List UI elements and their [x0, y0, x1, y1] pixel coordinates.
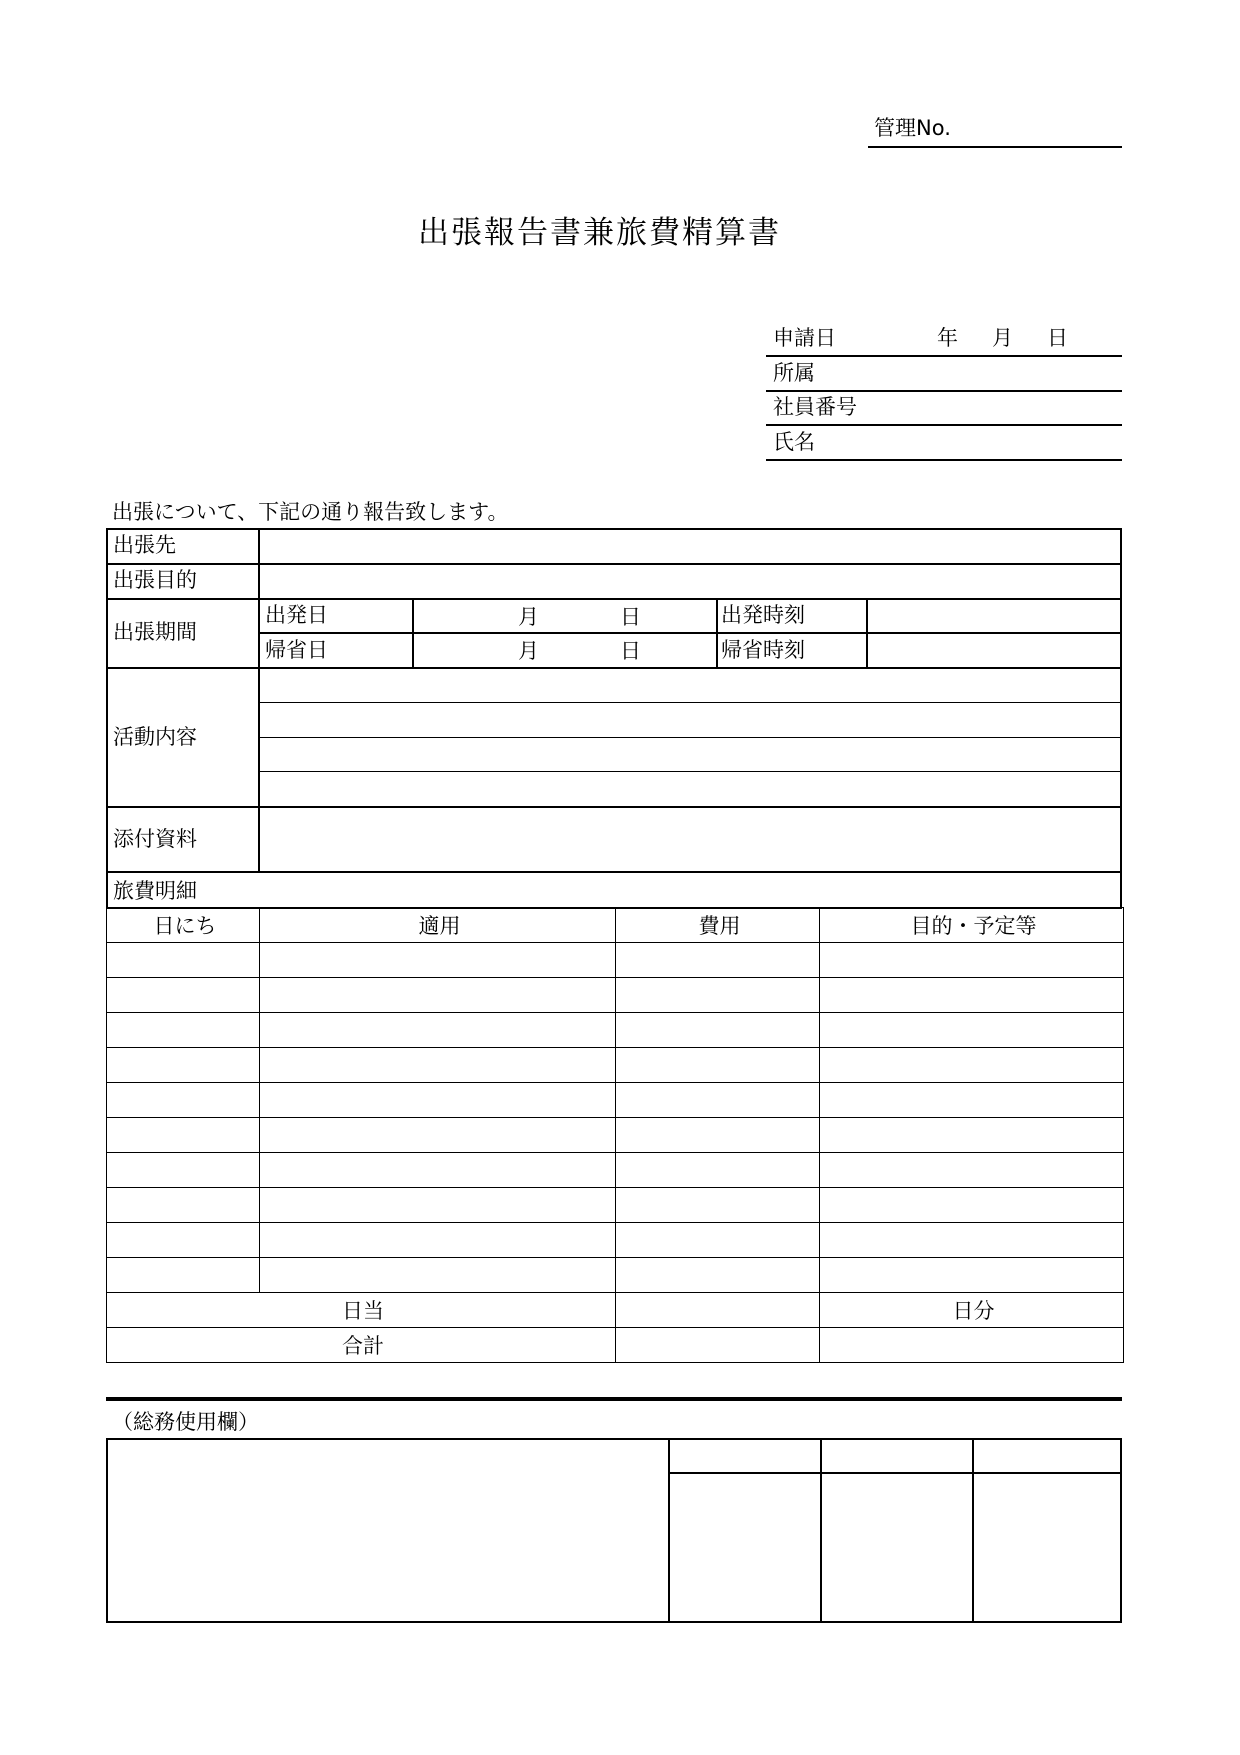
cost-cell[interactable] — [616, 1188, 820, 1223]
description-cell[interactable] — [260, 1188, 616, 1223]
purpose-cell[interactable] — [820, 978, 1124, 1013]
return-day-label: 日 — [620, 639, 641, 663]
management-number-label: 管理No. — [874, 116, 951, 140]
departure-date-label: 出発日 — [265, 603, 328, 627]
cost-cell[interactable] — [616, 1013, 820, 1048]
date-cell[interactable] — [107, 978, 260, 1013]
date-cell[interactable] — [107, 1223, 260, 1258]
return-date-label: 帰省日 — [265, 638, 328, 662]
cost-cell[interactable] — [616, 1153, 820, 1188]
expense-header-row — [107, 908, 1124, 943]
date-cell[interactable] — [107, 1258, 260, 1293]
employee-number-label: 社員番号 — [773, 395, 857, 419]
cost-cell[interactable] — [616, 943, 820, 978]
period-mid-divider — [258, 632, 1122, 634]
description-cell[interactable] — [260, 1223, 616, 1258]
date-cell[interactable] — [107, 1153, 260, 1188]
purpose-cell[interactable] — [820, 943, 1124, 978]
application-date-label: 申請日 — [773, 326, 836, 350]
expense-row — [107, 1258, 1124, 1293]
expense-row — [107, 1013, 1124, 1048]
cost-cell[interactable] — [616, 1258, 820, 1293]
purpose-cell[interactable] — [820, 1013, 1124, 1048]
expense-row — [107, 1118, 1124, 1153]
row-divider — [106, 598, 1122, 600]
destination-field[interactable] — [262, 531, 1118, 561]
expense-section-header — [106, 873, 1122, 909]
admin-divider — [972, 1438, 974, 1623]
period-divider — [716, 598, 718, 667]
period-divider — [412, 598, 414, 667]
admin-stamp-box[interactable] — [672, 1476, 818, 1619]
admin-divider — [820, 1438, 822, 1623]
year-label: 年 — [937, 326, 958, 350]
allowance-amount-cell[interactable] — [616, 1293, 820, 1328]
description-cell[interactable] — [260, 1083, 616, 1118]
purpose-cell[interactable] — [820, 1153, 1124, 1188]
total-row — [107, 1328, 1124, 1363]
column-header-date: 日にち — [107, 908, 260, 943]
cost-cell[interactable] — [616, 1048, 820, 1083]
intro-text: 出張について、下記の通り報告致します。 — [112, 500, 509, 524]
column-header-cost: 費用 — [616, 908, 820, 943]
departure-day-label: 日 — [620, 605, 641, 629]
cost-cell[interactable] — [616, 1223, 820, 1258]
management-number-underline — [868, 146, 1122, 148]
admin-divider — [668, 1438, 670, 1623]
destination-label: 出張先 — [113, 533, 176, 557]
total-amount-cell[interactable] — [616, 1328, 820, 1363]
column-header-description: 適用 — [260, 908, 616, 943]
cost-cell[interactable] — [616, 978, 820, 1013]
return-time-field[interactable] — [870, 635, 1118, 664]
department-label: 所属 — [773, 361, 815, 385]
expense-row — [107, 1083, 1124, 1118]
date-cell[interactable] — [107, 1013, 260, 1048]
name-label: 氏名 — [773, 430, 815, 454]
purpose-cell[interactable] — [820, 1118, 1124, 1153]
admin-stamp-header-line — [668, 1472, 1122, 1474]
document-title: 出張報告書兼旅費精算書 — [418, 215, 781, 251]
purpose-cell[interactable] — [820, 1258, 1124, 1293]
purpose-cell[interactable] — [820, 1083, 1124, 1118]
application-date-field[interactable] — [766, 355, 1122, 357]
description-cell[interactable] — [260, 943, 616, 978]
purpose-label: 出張目的 — [113, 568, 197, 592]
period-divider — [866, 598, 868, 667]
period-label: 出張期間 — [113, 620, 197, 644]
return-time-label: 帰省時刻 — [721, 638, 805, 662]
description-cell[interactable] — [260, 978, 616, 1013]
admin-separator — [106, 1397, 1122, 1401]
row-divider — [106, 667, 1122, 669]
date-cell[interactable] — [107, 943, 260, 978]
admin-section-label: （総務使用欄） — [112, 1410, 259, 1434]
description-cell[interactable] — [260, 1013, 616, 1048]
activity-label: 活動内容 — [113, 725, 197, 749]
expense-row — [107, 943, 1124, 978]
name-field[interactable] — [766, 459, 1122, 461]
purpose-cell[interactable] — [820, 1188, 1124, 1223]
date-cell[interactable] — [107, 1118, 260, 1153]
report-label-divider — [258, 528, 260, 873]
departure-time-field[interactable] — [870, 601, 1118, 630]
expense-row — [107, 1223, 1124, 1258]
expense-row — [107, 1188, 1124, 1223]
purpose-field[interactable] — [262, 566, 1118, 596]
allowance-row — [107, 1293, 1124, 1328]
departure-time-label: 出発時刻 — [721, 603, 805, 627]
day-label: 日 — [1047, 326, 1068, 350]
admin-notes-field[interactable] — [110, 1442, 666, 1619]
description-cell[interactable] — [260, 1048, 616, 1083]
row-divider — [106, 806, 1122, 808]
column-header-purpose: 目的・予定等 — [820, 908, 1124, 943]
expense-table — [106, 907, 1124, 1363]
employee-number-field[interactable] — [766, 424, 1122, 426]
return-month-label: 月 — [518, 639, 539, 663]
total-label: 合計 — [107, 1328, 616, 1363]
activity-field[interactable] — [262, 670, 1118, 803]
row-divider — [106, 563, 1122, 565]
admin-stamp-box[interactable] — [976, 1476, 1120, 1619]
department-field[interactable] — [766, 390, 1122, 392]
description-cell[interactable] — [260, 1258, 616, 1293]
admin-stamp-box[interactable] — [824, 1476, 970, 1619]
cost-cell[interactable] — [616, 1118, 820, 1153]
expense-row — [107, 1048, 1124, 1083]
departure-month-label: 月 — [518, 605, 539, 629]
date-cell[interactable] — [107, 1188, 260, 1223]
expense-section-label: 旅費明細 — [113, 879, 197, 903]
attachments-label: 添付資料 — [113, 827, 197, 851]
expense-row — [107, 1153, 1124, 1188]
expense-row — [107, 978, 1124, 1013]
month-label: 月 — [992, 326, 1013, 350]
total-remarks-cell[interactable] — [820, 1328, 1124, 1363]
purpose-cell[interactable] — [820, 1048, 1124, 1083]
date-cell[interactable] — [107, 1048, 260, 1083]
description-cell[interactable] — [260, 1118, 616, 1153]
allowance-days-label: 日分 — [820, 1293, 1124, 1328]
purpose-cell[interactable] — [820, 1223, 1124, 1258]
allowance-label: 日当 — [107, 1293, 616, 1328]
description-cell[interactable] — [260, 1153, 616, 1188]
date-cell[interactable] — [107, 1083, 260, 1118]
attachments-field[interactable] — [262, 809, 1118, 870]
cost-cell[interactable] — [616, 1083, 820, 1118]
